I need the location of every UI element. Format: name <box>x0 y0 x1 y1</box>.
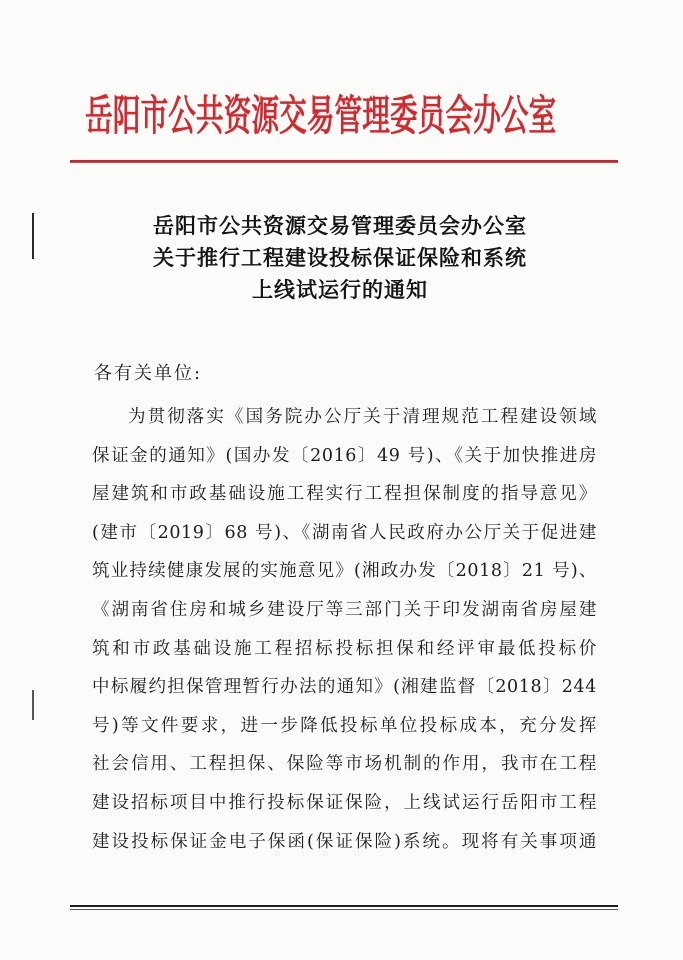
letterhead-red-rule <box>70 160 618 163</box>
footer-rule <box>70 905 618 907</box>
salutation: 各有关单位: <box>94 363 203 384</box>
body-line: 建设投标保证金电子保函(保证保险)系统。现将有关事项通 <box>92 831 597 852</box>
body-line: (建市〔2019〕68 号)、《湖南省人民政府办公厅关于促进建 <box>92 522 597 543</box>
title-line: 关于推行工程建设投标保证保险和系统 <box>153 245 527 270</box>
body-paragraph <box>92 398 597 861</box>
document-title <box>90 210 590 306</box>
body-line: 为贯彻落实《国务院办公厅关于清理规范工程建设领域 <box>128 407 597 427</box>
margin-binding-mark <box>32 213 34 259</box>
footer-rule-thin <box>70 909 618 910</box>
body-line: 《湖南省住房和城乡建设厅等三部门关于印发湖南省房屋建 <box>92 599 597 620</box>
body-line: 社会信用、工程担保、保险等市场机制的作用，我市在工程 <box>92 754 597 775</box>
title-line: 上线试运行的通知 <box>252 277 428 302</box>
body-line: 屋建筑和市政基础设施工程实行工程担保制度的指导意见》 <box>92 484 597 505</box>
body-line: 建设招标项目中推行投标保证保险，上线试运行岳阳市工程 <box>92 792 597 813</box>
body-line: 保证金的通知》(国办发〔2016〕49 号)、《关于加快推进房 <box>92 445 597 466</box>
title-line: 岳阳市公共资源交易管理委员会办公室 <box>153 213 527 238</box>
margin-binding-mark <box>32 690 34 720</box>
body-line: 号)等文件要求，进一步降低投标单位投标成本，充分发挥 <box>92 715 597 736</box>
body-line: 筑和市政基础设施工程招标投标担保和经评审最低投标价 <box>92 638 597 659</box>
organization-letterhead: 岳阳市公共资源交易管理委员会办公室 <box>85 91 557 140</box>
body-line: 筑业持续健康发展的实施意见》(湘政办发〔2018〕21 号)、 <box>92 561 597 582</box>
body-line: 中标履约担保管理暂行办法的通知》(湘建监督〔2018〕244 <box>92 677 597 698</box>
